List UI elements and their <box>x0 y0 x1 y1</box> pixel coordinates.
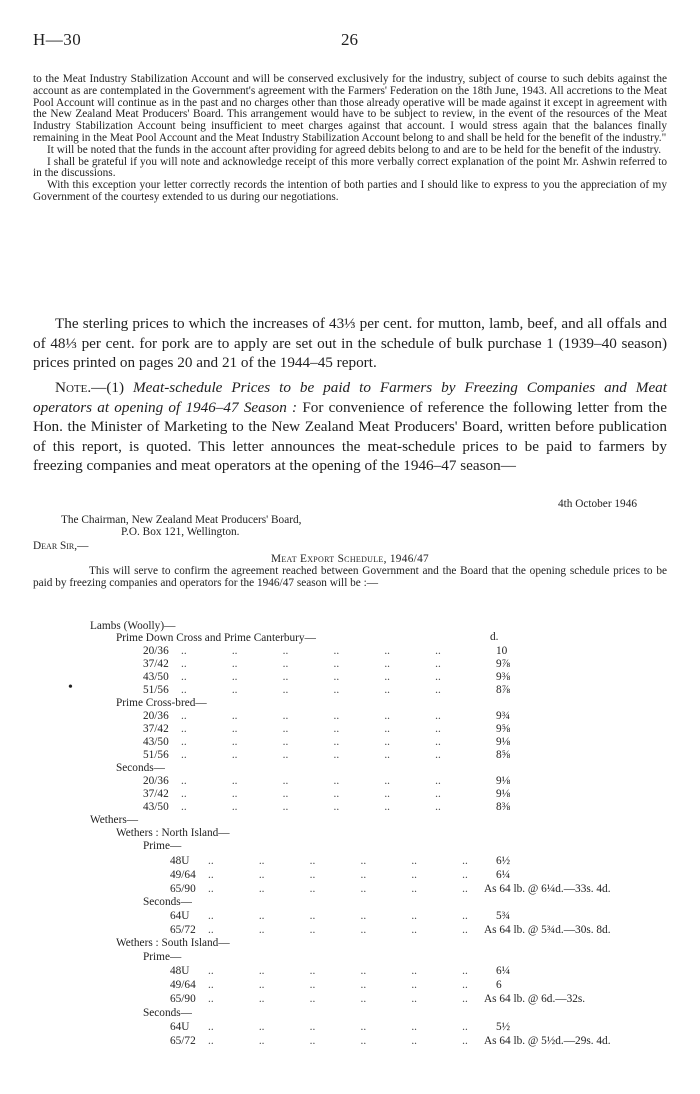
schedule-row-label: 43/50 <box>143 801 169 813</box>
schedule-price: 9⅞ <box>496 658 511 670</box>
schedule-row-label: 43/50 <box>143 736 169 748</box>
schedule-price: 10 <box>496 645 508 657</box>
page-number: 26 <box>341 30 358 49</box>
schedule-group-heading: Seconds— <box>143 896 192 908</box>
letter-intro: This will serve to confirm the agreement reached between Government and the Board that the opening schedule prices to be paid by freezing companies and operators for the 1946/47 season will be :— <box>33 565 667 589</box>
leader-dots: .. .. .. .. .. .. <box>208 993 468 1005</box>
leader-dots: .. .. .. .. .. .. <box>208 1035 468 1047</box>
schedule-row-label: 20/36 <box>143 710 169 722</box>
schedule-row-label: 20/36 <box>143 645 169 657</box>
stray-mark: • <box>68 680 73 695</box>
leader-dots: .. .. .. .. .. .. <box>208 883 468 895</box>
schedule-group-heading: Wethers : North Island— <box>116 827 230 839</box>
schedule-row-label: 65/72 <box>170 924 196 936</box>
schedule-group-heading: Wethers : South Island— <box>116 937 230 949</box>
schedule-row-label: 49/64 <box>170 979 196 991</box>
schedule-group-heading: Wethers— <box>90 814 139 826</box>
schedule-group-heading: Lambs (Woolly)— <box>90 620 176 632</box>
leader-dots: .. .. .. .. .. .. <box>181 710 441 722</box>
schedule-price: 9⅝ <box>496 723 511 735</box>
schedule-group-heading: Seconds— <box>116 762 165 774</box>
schedule-price: 8⅜ <box>496 801 511 813</box>
leader-dots: .. .. .. .. .. .. <box>181 749 441 761</box>
leader-dots: .. .. .. .. .. .. <box>181 645 441 657</box>
letter-subject: Meat Export Schedule, 1946/47 <box>271 553 429 565</box>
minister-letter <box>33 498 667 589</box>
leader-dots: .. .. .. .. .. .. <box>181 801 441 813</box>
schedule-price: 6¼ <box>496 869 511 881</box>
schedule-row-label: 48U <box>170 855 190 867</box>
price-unit-heading: d. <box>490 631 499 643</box>
note-number: —(1) <box>91 379 125 396</box>
note-paragraph <box>33 378 667 476</box>
quoted-letter-excerpt <box>33 74 667 204</box>
schedule-price: 6 <box>496 979 502 991</box>
note-label: Note. <box>55 379 92 396</box>
schedule-price: As 64 lb. @ 5½d.—29s. 4d. <box>484 1035 611 1047</box>
body-paragraph: The sterling prices to which the increases of 43⅓ per cent. for mutton, lamb, beef, and all offals and of 48⅓ per cent. for pork are to apply are set out in the schedule of bulk purchase 1 (1939–40 season) prices printed on pages 20 and 21 of the 1944–45 report. <box>33 315 667 372</box>
letter-date: 4th October 1946 <box>557 498 637 510</box>
schedule-price: As 64 lb. @ 6d.—32s. <box>484 993 586 1005</box>
letter-addressee: The Chairman, New Zealand Meat Producers' Board, <box>61 514 302 526</box>
leader-dots: .. .. .. .. .. .. <box>208 965 468 977</box>
schedule-row-label: 51/56 <box>143 684 169 696</box>
schedule-group-heading: Prime Cross-bred— <box>116 697 207 709</box>
leader-dots: .. .. .. .. .. .. <box>208 869 468 881</box>
leader-dots: .. .. .. .. .. .. <box>181 723 441 735</box>
schedule-row-label: 65/90 <box>170 993 196 1005</box>
quote-paragraph: to the Meat Industry Stabilization Account and will be conserved exclusively for the industry, subject of course to such debits against the account as are contemplated in the Government's agreement with the Farmers' Federation on the 18th June, 1943. All accretions to the Meat Pool Account will continue as in the past and no charges other than those already operative will be made against it except in agreement with the New Zealand Meat Producers' Board. This arrangement would have to be subject to review, in the event of the resources of the Meat Industry Stabilization Account being insufficient to meet charges against that account. I would stress again that the balances finally remaining in the Meat Pool Account and the Meat Industry Stabilization Account belong to and shall be held for the benefit of the industry." <box>33 73 667 144</box>
quote-paragraph: I shall be grateful if you will note and acknowledge receipt of this more verbally correct explanation of the point Mr. Ashwin referred to in the discussions. <box>33 155 667 180</box>
schedule-price: 5½ <box>496 1021 511 1033</box>
schedule-row-label: 49/64 <box>170 869 196 881</box>
quote-paragraph: It will be noted that the funds in the account after providing for agreed debits belong to and are to be held for the benefit of the industry. <box>47 143 662 156</box>
leader-dots: .. .. .. .. .. .. <box>208 855 468 867</box>
schedule-group-heading: Seconds— <box>143 1007 192 1019</box>
schedule-price: As 64 lb. @ 6¼d.—33s. 4d. <box>484 883 611 895</box>
schedule-price: 5¾ <box>496 910 511 922</box>
letter-salutation: Dear Sir,— <box>33 540 89 552</box>
schedule-row-label: 48U <box>170 965 190 977</box>
leader-dots: .. .. .. .. .. .. <box>181 684 441 696</box>
leader-dots: .. .. .. .. .. .. <box>208 979 468 991</box>
schedule-row-label: 51/56 <box>143 749 169 761</box>
document-reference: H—30 <box>33 30 82 49</box>
schedule-price: 9¾ <box>496 710 511 722</box>
schedule-price: 6¼ <box>496 965 511 977</box>
leader-dots: .. .. .. .. .. .. <box>181 671 441 683</box>
schedule-row-label: 37/42 <box>143 723 169 735</box>
leader-dots: .. .. .. .. .. .. <box>181 788 441 800</box>
leader-dots: .. .. .. .. .. .. <box>181 736 441 748</box>
schedule-price: 9⅜ <box>496 671 511 683</box>
schedule-price: 8⅝ <box>496 749 511 761</box>
schedule-price: As 64 lb. @ 5¾d.—30s. 8d. <box>484 924 611 936</box>
leader-dots: .. .. .. .. .. .. <box>181 775 441 787</box>
leader-dots: .. .. .. .. .. .. <box>208 924 468 936</box>
note-body: For convenience of reference the following letter from the Hon. the Minister of Marketing to the New Zealand Meat Producers' Board, written before publication of this report, is quoted. This letter announces the meat-schedule prices to be paid to farmers by freezing companies and meat operators at the opening of the 1946–47 season— <box>33 398 667 475</box>
schedule-price: 9⅛ <box>496 775 511 787</box>
schedule-row-label: 65/90 <box>170 883 196 895</box>
sterling-prices-paragraph <box>33 314 667 373</box>
leader-dots: .. .. .. .. .. .. <box>208 1021 468 1033</box>
schedule-price: 9⅛ <box>496 736 511 748</box>
page-header <box>33 30 667 54</box>
schedule-row-label: 37/42 <box>143 658 169 670</box>
quote-paragraph: With this exception your letter correctly records the intention of both parties and I should like to express to you the appreciation of my Government of the courtesy extended to us during our negotiations. <box>33 179 667 203</box>
schedule-row-label: 64U <box>170 910 190 922</box>
note-title: Meat-schedule Prices to be paid to Farmers by Freezing Companies and Meat operators at opening of 1946–47 Season : <box>33 379 668 416</box>
schedule-price: 8⅞ <box>496 684 511 696</box>
schedule-price: 9⅛ <box>496 788 511 800</box>
leader-dots: .. .. .. .. .. .. <box>181 658 441 670</box>
letter-address: P.O. Box 121, Wellington. <box>121 526 240 538</box>
schedule-price: 6½ <box>496 855 511 867</box>
schedule-group-heading: Prime— <box>143 951 182 963</box>
schedule-row-label: 65/72 <box>170 1035 196 1047</box>
schedule-group-heading: Prime Down Cross and Prime Canterbury— <box>116 632 316 644</box>
schedule-group-heading: Prime— <box>143 840 182 852</box>
schedule-row-label: 37/42 <box>143 788 169 800</box>
schedule-row-label: 20/36 <box>143 775 169 787</box>
leader-dots: .. .. .. .. .. .. <box>208 910 468 922</box>
schedule-row-label: 43/50 <box>143 671 169 683</box>
schedule-row-label: 64U <box>170 1021 190 1033</box>
